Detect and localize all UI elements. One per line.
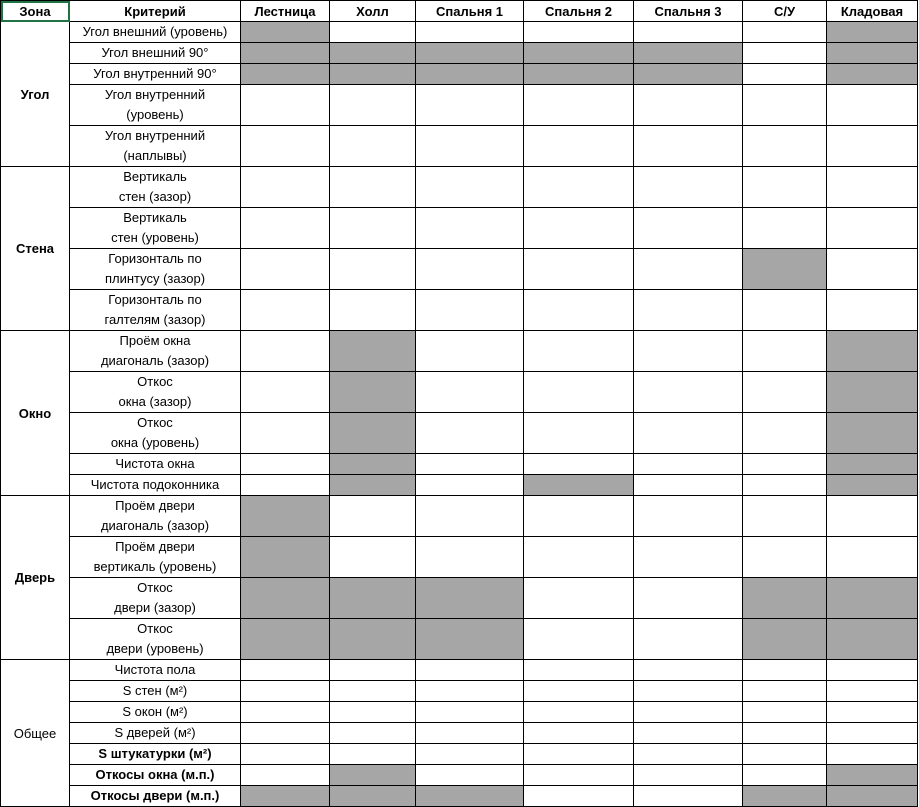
value-cell[interactable] bbox=[827, 85, 918, 126]
table-row bbox=[1, 723, 918, 744]
value-cell[interactable] bbox=[330, 208, 416, 249]
value-cell[interactable] bbox=[330, 85, 416, 126]
table-row bbox=[1, 619, 918, 660]
not-applicable-cell[interactable] bbox=[330, 454, 416, 475]
value-cell[interactable] bbox=[634, 765, 743, 786]
criterion-text: Откосы окна (м.п.) bbox=[95, 767, 215, 782]
criterion-text: Чистота подоконника bbox=[90, 477, 220, 492]
value-cell[interactable] bbox=[330, 744, 416, 765]
value-cell[interactable] bbox=[241, 249, 330, 290]
header-room-bedroom-2[interactable]: Спальня 2 bbox=[524, 1, 634, 22]
criterion-cell[interactable] bbox=[70, 126, 241, 167]
criterion-cell[interactable] bbox=[70, 372, 241, 413]
table-row bbox=[1, 372, 918, 413]
criterion-text: Угол внешний 90° bbox=[101, 45, 209, 60]
header-room-hall[interactable]: Холл bbox=[330, 1, 416, 22]
criterion-cell[interactable] bbox=[70, 744, 241, 765]
table-row bbox=[1, 249, 918, 290]
criterion-cell[interactable] bbox=[70, 702, 241, 723]
not-applicable-cell[interactable] bbox=[241, 578, 330, 619]
value-cell[interactable] bbox=[634, 496, 743, 537]
not-applicable-cell[interactable] bbox=[330, 331, 416, 372]
criterion-text: двери (уровень) bbox=[106, 641, 204, 656]
value-cell[interactable] bbox=[827, 537, 918, 578]
criterion-cell[interactable] bbox=[70, 290, 241, 331]
value-cell[interactable] bbox=[743, 537, 827, 578]
not-applicable-cell[interactable] bbox=[827, 475, 918, 496]
not-applicable-cell[interactable] bbox=[330, 43, 416, 64]
value-cell[interactable] bbox=[827, 290, 918, 331]
criterion-text: двери (зазор) bbox=[114, 600, 196, 615]
value-cell[interactable] bbox=[416, 475, 524, 496]
value-cell[interactable] bbox=[241, 723, 330, 744]
criterion-text: Угол внутренний bbox=[104, 87, 206, 102]
header-zone[interactable]: Зона bbox=[1, 1, 70, 22]
value-cell[interactable] bbox=[743, 208, 827, 249]
header-room-stairs[interactable]: Лестница bbox=[241, 1, 330, 22]
value-cell[interactable] bbox=[827, 702, 918, 723]
value-cell[interactable] bbox=[743, 43, 827, 64]
value-cell[interactable] bbox=[330, 249, 416, 290]
criterion-cell[interactable] bbox=[70, 619, 241, 660]
table-row bbox=[1, 126, 918, 167]
criterion-text: стен (уровень) bbox=[111, 230, 199, 245]
zone-cell[interactable]: Стена bbox=[1, 167, 70, 331]
value-cell[interactable] bbox=[241, 765, 330, 786]
value-cell[interactable] bbox=[241, 331, 330, 372]
sheet-body bbox=[1, 22, 918, 807]
criterion-text: Угол внутренний bbox=[104, 128, 206, 143]
zone-cell[interactable]: Окно bbox=[1, 331, 70, 496]
value-cell[interactable] bbox=[743, 765, 827, 786]
value-cell[interactable] bbox=[524, 331, 634, 372]
value-cell[interactable] bbox=[827, 723, 918, 744]
not-applicable-cell[interactable] bbox=[827, 331, 918, 372]
not-applicable-cell[interactable] bbox=[330, 475, 416, 496]
value-cell[interactable] bbox=[827, 208, 918, 249]
not-applicable-cell[interactable] bbox=[416, 43, 524, 64]
criterion-text: Откос bbox=[137, 580, 173, 595]
not-applicable-cell[interactable] bbox=[743, 619, 827, 660]
value-cell[interactable] bbox=[827, 249, 918, 290]
not-applicable-cell[interactable] bbox=[330, 765, 416, 786]
value-cell[interactable] bbox=[241, 413, 330, 454]
not-applicable-cell[interactable] bbox=[330, 413, 416, 454]
value-cell[interactable] bbox=[330, 290, 416, 331]
value-cell[interactable] bbox=[524, 619, 634, 660]
value-cell[interactable] bbox=[634, 702, 743, 723]
not-applicable-cell[interactable] bbox=[827, 372, 918, 413]
criterion-text: (наплывы) bbox=[123, 148, 187, 163]
value-cell[interactable] bbox=[241, 475, 330, 496]
value-cell[interactable] bbox=[524, 22, 634, 43]
value-cell[interactable] bbox=[241, 744, 330, 765]
value-cell[interactable] bbox=[827, 681, 918, 702]
not-applicable-cell[interactable] bbox=[416, 64, 524, 85]
criterion-text: S штукатурки (м²) bbox=[98, 746, 212, 761]
criterion-cell[interactable] bbox=[70, 496, 241, 537]
criterion-cell[interactable] bbox=[70, 167, 241, 208]
not-applicable-cell[interactable] bbox=[827, 454, 918, 475]
not-applicable-cell[interactable] bbox=[827, 578, 918, 619]
not-applicable-cell[interactable] bbox=[524, 475, 634, 496]
not-applicable-cell[interactable] bbox=[827, 765, 918, 786]
value-cell[interactable] bbox=[524, 496, 634, 537]
table-row bbox=[1, 43, 918, 64]
criterion-text: Чистота пола bbox=[114, 662, 196, 677]
value-cell[interactable] bbox=[634, 723, 743, 744]
not-applicable-cell[interactable] bbox=[827, 786, 918, 807]
header-room-bathroom[interactable]: С/У bbox=[743, 1, 827, 22]
value-cell[interactable] bbox=[330, 660, 416, 681]
not-applicable-cell[interactable] bbox=[241, 786, 330, 807]
not-applicable-cell[interactable] bbox=[241, 22, 330, 43]
table-row bbox=[1, 660, 918, 681]
value-cell[interactable] bbox=[634, 372, 743, 413]
not-applicable-cell[interactable] bbox=[634, 43, 743, 64]
value-cell[interactable] bbox=[416, 290, 524, 331]
value-cell[interactable] bbox=[330, 126, 416, 167]
value-cell[interactable] bbox=[330, 22, 416, 43]
value-cell[interactable] bbox=[743, 681, 827, 702]
value-cell[interactable] bbox=[743, 413, 827, 454]
value-cell[interactable] bbox=[330, 681, 416, 702]
not-applicable-cell[interactable] bbox=[827, 619, 918, 660]
value-cell[interactable] bbox=[743, 496, 827, 537]
criterion-text: S стен (м²) bbox=[122, 683, 188, 698]
value-cell[interactable] bbox=[634, 744, 743, 765]
table-row bbox=[1, 22, 918, 43]
table-row bbox=[1, 537, 918, 578]
value-cell[interactable] bbox=[743, 85, 827, 126]
value-cell[interactable] bbox=[416, 126, 524, 167]
criterion-cell[interactable] bbox=[70, 22, 241, 43]
value-cell[interactable] bbox=[634, 331, 743, 372]
criterion-text: Откос bbox=[137, 415, 173, 430]
header-criterion[interactable]: Критерий bbox=[70, 1, 241, 22]
criterion-text: Угол внешний (уровень) bbox=[82, 24, 228, 39]
not-applicable-cell[interactable] bbox=[827, 22, 918, 43]
value-cell[interactable] bbox=[241, 208, 330, 249]
header-room-bedroom-1[interactable]: Спальня 1 bbox=[416, 1, 524, 22]
value-cell[interactable] bbox=[241, 290, 330, 331]
value-cell[interactable] bbox=[743, 454, 827, 475]
value-cell[interactable] bbox=[416, 454, 524, 475]
table-row bbox=[1, 786, 918, 807]
criterion-cell[interactable] bbox=[70, 537, 241, 578]
value-cell[interactable] bbox=[524, 85, 634, 126]
value-cell[interactable] bbox=[241, 681, 330, 702]
criterion-cell[interactable] bbox=[70, 85, 241, 126]
value-cell[interactable] bbox=[827, 660, 918, 681]
criterion-text: плинтусу (зазор) bbox=[104, 271, 206, 286]
value-cell[interactable] bbox=[330, 167, 416, 208]
table-row bbox=[1, 496, 918, 537]
value-cell[interactable] bbox=[524, 372, 634, 413]
value-cell[interactable] bbox=[241, 454, 330, 475]
not-applicable-cell[interactable] bbox=[330, 372, 416, 413]
not-applicable-cell[interactable] bbox=[241, 43, 330, 64]
criterion-text: диагональ (зазор) bbox=[100, 353, 210, 368]
table-row bbox=[1, 208, 918, 249]
value-cell[interactable] bbox=[416, 744, 524, 765]
value-cell[interactable] bbox=[416, 702, 524, 723]
value-cell[interactable] bbox=[827, 126, 918, 167]
criterion-cell[interactable] bbox=[70, 475, 241, 496]
value-cell[interactable] bbox=[416, 22, 524, 43]
value-cell[interactable] bbox=[241, 372, 330, 413]
criterion-text: Вертикаль bbox=[123, 169, 187, 184]
value-cell[interactable] bbox=[743, 290, 827, 331]
value-cell[interactable] bbox=[634, 208, 743, 249]
value-cell[interactable] bbox=[416, 660, 524, 681]
not-applicable-cell[interactable] bbox=[241, 619, 330, 660]
value-cell[interactable] bbox=[827, 167, 918, 208]
value-cell[interactable] bbox=[241, 85, 330, 126]
value-cell[interactable] bbox=[241, 167, 330, 208]
value-cell[interactable] bbox=[524, 744, 634, 765]
value-cell[interactable] bbox=[634, 475, 743, 496]
table-row bbox=[1, 413, 918, 454]
criterion-text: окна (уровень) bbox=[110, 435, 200, 450]
not-applicable-cell[interactable] bbox=[416, 578, 524, 619]
table-row bbox=[1, 167, 918, 208]
header-room-bedroom-3[interactable]: Спальня 3 bbox=[634, 1, 743, 22]
criterion-text: Проём двери bbox=[115, 539, 195, 554]
value-cell[interactable] bbox=[743, 64, 827, 85]
value-cell[interactable] bbox=[827, 744, 918, 765]
not-applicable-cell[interactable] bbox=[241, 64, 330, 85]
value-cell[interactable] bbox=[330, 702, 416, 723]
value-cell[interactable] bbox=[524, 702, 634, 723]
criterion-cell[interactable] bbox=[70, 578, 241, 619]
criterion-cell[interactable] bbox=[70, 413, 241, 454]
criterion-text: Откосы двери (м.п.) bbox=[90, 788, 220, 803]
value-cell[interactable] bbox=[416, 167, 524, 208]
value-cell[interactable] bbox=[634, 681, 743, 702]
not-applicable-cell[interactable] bbox=[330, 64, 416, 85]
table-row bbox=[1, 681, 918, 702]
value-cell[interactable] bbox=[416, 765, 524, 786]
value-cell[interactable] bbox=[634, 660, 743, 681]
criterion-text: стен (зазор) bbox=[118, 189, 192, 204]
criterion-cell[interactable] bbox=[70, 660, 241, 681]
table-row bbox=[1, 578, 918, 619]
value-cell[interactable] bbox=[634, 290, 743, 331]
criterion-text: Угол внутренний 90° bbox=[93, 66, 217, 81]
value-cell[interactable] bbox=[634, 619, 743, 660]
table-row bbox=[1, 744, 918, 765]
value-cell[interactable] bbox=[743, 702, 827, 723]
not-applicable-cell[interactable] bbox=[416, 786, 524, 807]
value-cell[interactable] bbox=[743, 167, 827, 208]
value-cell[interactable] bbox=[241, 660, 330, 681]
value-cell[interactable] bbox=[416, 372, 524, 413]
criterion-text: S дверей (м²) bbox=[114, 725, 196, 740]
value-cell[interactable] bbox=[524, 290, 634, 331]
value-cell[interactable] bbox=[743, 22, 827, 43]
not-applicable-cell[interactable] bbox=[330, 786, 416, 807]
value-cell[interactable] bbox=[524, 167, 634, 208]
not-applicable-cell[interactable] bbox=[827, 43, 918, 64]
value-cell[interactable] bbox=[524, 723, 634, 744]
criterion-text: Проём окна bbox=[119, 333, 191, 348]
value-cell[interactable] bbox=[524, 765, 634, 786]
criterion-text: Откос bbox=[137, 374, 173, 389]
table-row bbox=[1, 331, 918, 372]
value-cell[interactable] bbox=[416, 681, 524, 702]
value-cell[interactable] bbox=[524, 454, 634, 475]
table-row bbox=[1, 290, 918, 331]
criterion-cell[interactable] bbox=[70, 723, 241, 744]
criterion-cell[interactable] bbox=[70, 64, 241, 85]
value-cell[interactable] bbox=[416, 496, 524, 537]
value-cell[interactable] bbox=[634, 537, 743, 578]
criterion-text: (уровень) bbox=[126, 107, 184, 122]
criterion-cell[interactable] bbox=[70, 331, 241, 372]
criterion-text: вертикаль (уровень) bbox=[93, 559, 217, 574]
value-cell[interactable] bbox=[743, 126, 827, 167]
criterion-text: Горизонталь по bbox=[108, 292, 202, 307]
criterion-text: Вертикаль bbox=[123, 210, 187, 225]
value-cell[interactable] bbox=[743, 660, 827, 681]
zone-cell[interactable]: Общее bbox=[1, 660, 70, 807]
value-cell[interactable] bbox=[524, 208, 634, 249]
not-applicable-cell[interactable] bbox=[416, 619, 524, 660]
value-cell[interactable] bbox=[634, 249, 743, 290]
value-cell[interactable] bbox=[634, 454, 743, 475]
not-applicable-cell[interactable] bbox=[241, 496, 330, 537]
criterion-text: Проём двери bbox=[115, 498, 195, 513]
not-applicable-cell[interactable] bbox=[743, 578, 827, 619]
value-cell[interactable] bbox=[634, 85, 743, 126]
criterion-cell[interactable] bbox=[70, 249, 241, 290]
value-cell[interactable] bbox=[634, 413, 743, 454]
value-cell[interactable] bbox=[524, 578, 634, 619]
value-cell[interactable] bbox=[330, 496, 416, 537]
not-applicable-cell[interactable] bbox=[330, 578, 416, 619]
value-cell[interactable] bbox=[827, 496, 918, 537]
table-row bbox=[1, 702, 918, 723]
criterion-text: галтелям (зазор) bbox=[104, 312, 206, 327]
criterion-cell[interactable] bbox=[70, 786, 241, 807]
value-cell[interactable] bbox=[634, 126, 743, 167]
criterion-text: диагональ (зазор) bbox=[100, 518, 210, 533]
value-cell[interactable] bbox=[330, 537, 416, 578]
value-cell[interactable] bbox=[416, 85, 524, 126]
value-cell[interactable] bbox=[524, 786, 634, 807]
header-room-storage[interactable]: Кладовая bbox=[827, 1, 918, 22]
value-cell[interactable] bbox=[743, 744, 827, 765]
value-cell[interactable] bbox=[524, 413, 634, 454]
value-cell[interactable] bbox=[524, 681, 634, 702]
criterion-text: окна (зазор) bbox=[118, 394, 192, 409]
table-row bbox=[1, 64, 918, 85]
table-row bbox=[1, 475, 918, 496]
not-applicable-cell[interactable] bbox=[743, 786, 827, 807]
criterion-text: Откос bbox=[137, 621, 173, 636]
value-cell[interactable] bbox=[241, 126, 330, 167]
table-row bbox=[1, 85, 918, 126]
value-cell[interactable] bbox=[416, 413, 524, 454]
value-cell[interactable] bbox=[241, 702, 330, 723]
not-applicable-cell[interactable] bbox=[330, 619, 416, 660]
value-cell[interactable] bbox=[743, 331, 827, 372]
value-cell[interactable] bbox=[330, 723, 416, 744]
criterion-text: S окон (м²) bbox=[122, 704, 188, 719]
value-cell[interactable] bbox=[524, 660, 634, 681]
value-cell[interactable] bbox=[524, 249, 634, 290]
not-applicable-cell[interactable] bbox=[524, 64, 634, 85]
value-cell[interactable] bbox=[743, 372, 827, 413]
value-cell[interactable] bbox=[416, 537, 524, 578]
not-applicable-cell[interactable] bbox=[524, 43, 634, 64]
not-applicable-cell[interactable] bbox=[827, 64, 918, 85]
criterion-text: Горизонталь по bbox=[108, 251, 202, 266]
not-applicable-cell[interactable] bbox=[241, 537, 330, 578]
header-row bbox=[1, 1, 918, 22]
criterion-cell[interactable] bbox=[70, 454, 241, 475]
table-row bbox=[1, 765, 918, 786]
not-applicable-cell[interactable] bbox=[743, 249, 827, 290]
criterion-cell[interactable] bbox=[70, 43, 241, 64]
value-cell[interactable] bbox=[743, 723, 827, 744]
value-cell[interactable] bbox=[416, 249, 524, 290]
criterion-cell[interactable] bbox=[70, 765, 241, 786]
criterion-cell[interactable] bbox=[70, 681, 241, 702]
value-cell[interactable] bbox=[524, 537, 634, 578]
value-cell[interactable] bbox=[743, 475, 827, 496]
not-applicable-cell[interactable] bbox=[827, 413, 918, 454]
zone-cell[interactable]: Дверь bbox=[1, 496, 70, 660]
value-cell[interactable] bbox=[416, 723, 524, 744]
zone-cell[interactable]: Угол bbox=[1, 22, 70, 167]
value-cell[interactable] bbox=[634, 578, 743, 619]
value-cell[interactable] bbox=[634, 786, 743, 807]
value-cell[interactable] bbox=[524, 126, 634, 167]
value-cell[interactable] bbox=[416, 331, 524, 372]
value-cell[interactable] bbox=[634, 167, 743, 208]
criterion-cell[interactable] bbox=[70, 208, 241, 249]
not-applicable-cell[interactable] bbox=[634, 64, 743, 85]
value-cell[interactable] bbox=[634, 22, 743, 43]
table-row bbox=[1, 454, 918, 475]
value-cell[interactable] bbox=[416, 208, 524, 249]
criterion-text: Чистота окна bbox=[115, 456, 195, 471]
